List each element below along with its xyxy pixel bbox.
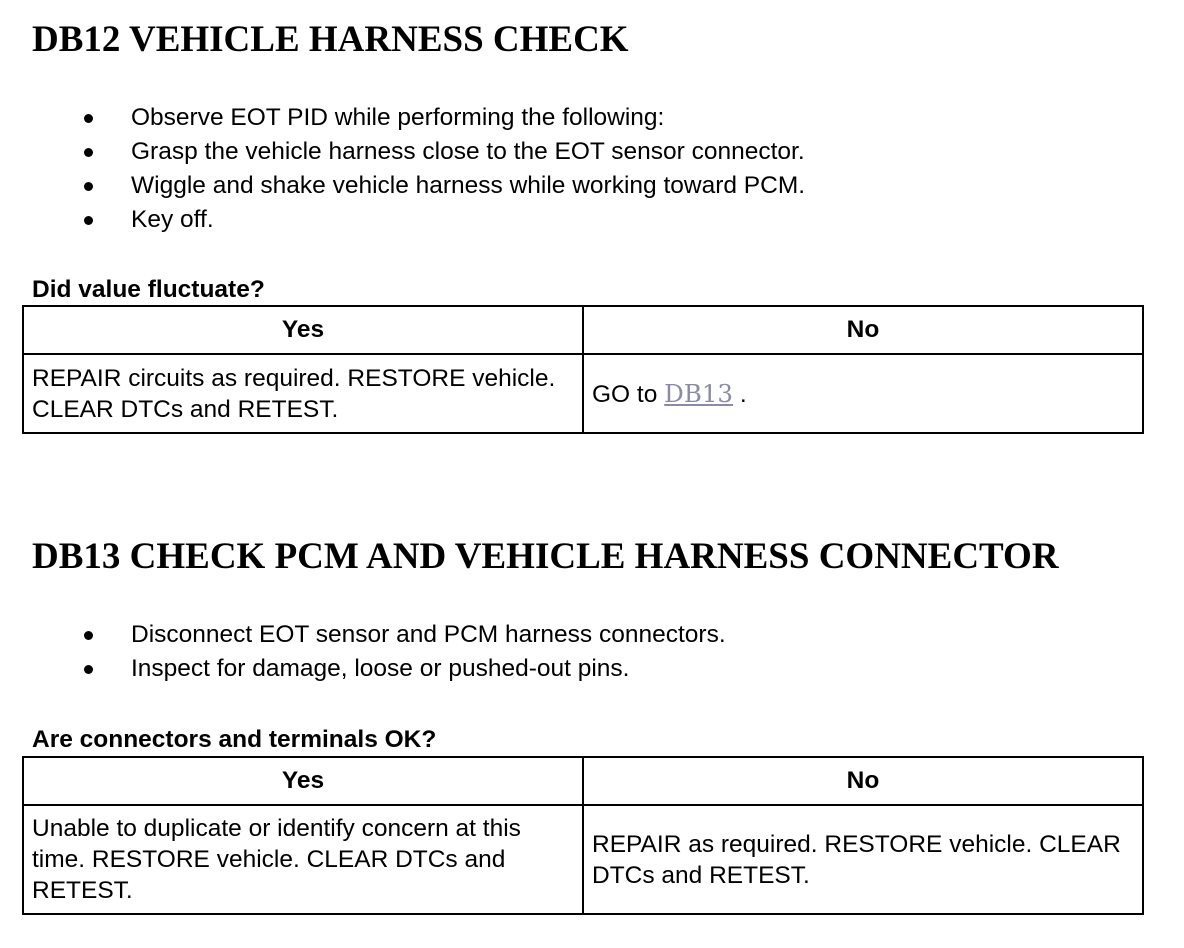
- question-db12: Did value fluctuate?: [32, 276, 265, 303]
- no-action-prefix: GO to: [592, 380, 658, 408]
- yes-action: Unable to duplicate or identify concern at this time. RESTORE vehicle. CLEAR DTCs and RETEST.: [23, 805, 583, 914]
- bullet-icon: [84, 665, 93, 674]
- bullet-icon: [84, 216, 93, 225]
- no-header: No: [583, 757, 1143, 805]
- no-action: REPAIR as required. RESTORE vehicle. CLEAR DTCs and RETEST.: [583, 805, 1143, 914]
- yes-header: Yes: [23, 757, 583, 805]
- yes-action: REPAIR circuits as required. RESTORE vehicle. CLEAR DTCs and RETEST.: [23, 354, 583, 433]
- no-action-suffix: .: [739, 380, 747, 408]
- bullet-icon: [84, 182, 93, 191]
- result-table-db12: [22, 305, 1144, 434]
- bullet-icon: [84, 114, 93, 123]
- result-table-db13: [22, 756, 1144, 915]
- section-heading-db12: DB12 VEHICLE HARNESS CHECK: [32, 19, 629, 60]
- question-db13: Are connectors and terminals OK?: [32, 726, 437, 753]
- section-heading-db13: DB13 CHECK PCM AND VEHICLE HARNESS CONNECTOR: [32, 536, 1059, 577]
- no-action: [583, 354, 1143, 433]
- bullet-icon: [84, 631, 93, 640]
- yes-header: Yes: [23, 306, 583, 354]
- no-header: No: [583, 306, 1143, 354]
- db13-link[interactable]: DB13: [664, 378, 733, 408]
- bullet-icon: [84, 148, 93, 157]
